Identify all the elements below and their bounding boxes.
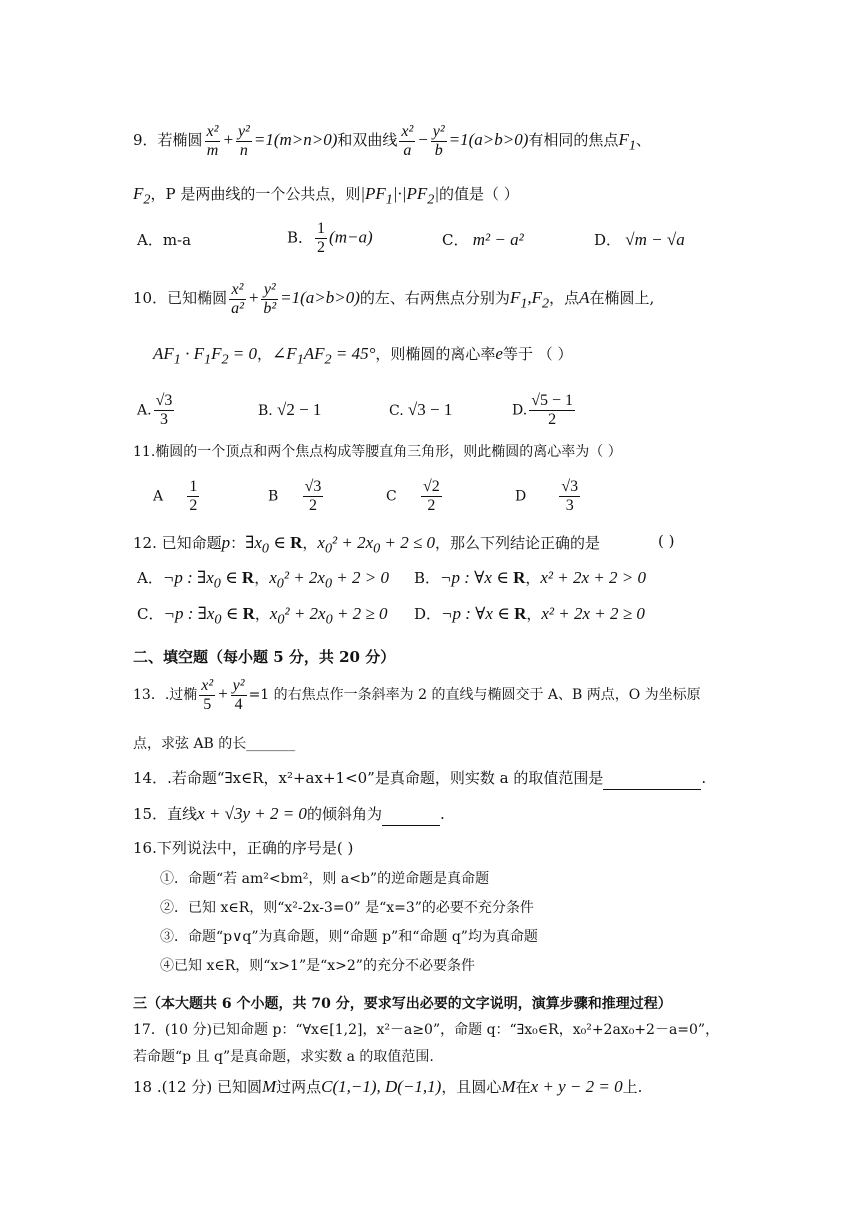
q9-text: 9．若椭圆 — [133, 131, 203, 149]
q13-line1: 13．.过椭 $\frac{\text{x²}}{5}$ + $\frac{\text{y²}}{4}$ =1 的右焦点作一条斜率为 2 的直线与椭圆交于 A、B 两点，O 为坐标原 — [133, 676, 701, 713]
q9-option-c: C． m² − a² — [442, 230, 524, 249]
q9-text: 有相同的焦点 — [528, 131, 619, 149]
q15-line: 15．直线x + √3y + 2 = 0的倾斜角为 . — [133, 803, 445, 826]
q9-text: 和双曲线 — [337, 131, 398, 149]
q9-hyper-y-frac: $\frac{\text{y²}}{b}$ — [432, 122, 445, 159]
q10-line1: 10．已知椭圆 $\frac{\text{x²}}{\text{a²}}$ + $\frac{\text{y²}}{\text{b²}}$ =1(a>b>0)的左、右两焦点分别为$F_1,F_2$，点A在椭圆上, — [133, 280, 655, 317]
q16-item-1: ①．命题“若 am²<bm²，则 a<b”的逆命题是真命题 — [160, 871, 490, 887]
q11-option-d: D $\frac{√3}{3}$ — [515, 478, 579, 514]
q12-line: 12. 已知命题p：$\exists x_0$ ∈ R，$x_0^2 + 2x_0 + 2 \le 0$，那么下列结论正确的是 — [133, 533, 601, 557]
q14-answer-blank[interactable] — [603, 767, 701, 790]
q9-text: 的值是（ ） — [439, 185, 519, 203]
q12-option-d: D．¬p : ∀x ∈ R，x² + 2x + 2 ≥ 0 — [414, 604, 645, 623]
q9-option-b: B． $\frac{1}{2}$ (m−a) — [287, 220, 373, 256]
q10-line2: $AF_1 \cdot F_1F_2 = 0$，$\angle F_1AF_2 = 45^\circ$，则椭圆的离心率e等于 （ ） — [153, 344, 573, 368]
q11-option-a: A $\frac{1}{2}$ — [153, 478, 198, 514]
q9-ellipse-x-frac: $\frac{\text{x²}}{m}$ — [206, 122, 219, 159]
q10-option-b: B. √2 − 1 — [258, 400, 322, 419]
q10-option-c: C. √3 − 1 — [389, 400, 453, 419]
section-3-heading: 三（本大题共 6 个小题，共 70 分，要求写出必要的文字说明，演算步骤和推理过程） — [133, 996, 672, 1012]
section-2-heading: 二、填空题（每小题 5 分，共 20 分） — [133, 648, 396, 666]
q9-line1: 9．若椭圆 $\frac{\text{x²}}{m}$ + $\frac{\text{y²}}{n}$ =1(m>n>0)和双曲线 $\frac{\text{x²}}{a}$ − $\frac{\text{y²}}{b}$ =1(a>b>0)有相同的焦点$F_1$、 — [133, 122, 651, 159]
q9-option-d: D． √m − √a — [594, 230, 685, 249]
q10-option-a: A. $\frac{√3}{3}$ — [137, 392, 173, 428]
q11-option-c: C $\frac{√2}{2}$ — [386, 478, 440, 514]
q9-ellipse-y-frac: $\frac{\text{y²}}{n}$ — [237, 122, 250, 159]
q9-option-a: A．m-a — [137, 231, 192, 249]
q9-text: ，P 是两曲线的一个公共点，则 — [150, 185, 361, 203]
q12-option-b: B．¬p : ∀x ∈ R，x² + 2x + 2 > 0 — [414, 568, 646, 587]
q17-line2: 若命题“p 且 q”是真命题，求实数 a 的取值范围. — [133, 1049, 434, 1065]
q9-hyper-x-frac: $\frac{\text{x²}}{a}$ — [401, 122, 414, 159]
q12-option-a: A．¬p : $\exists x_0$ ∈ R，$x_0^2 + 2x_0 + 2 > 0$ — [137, 568, 389, 592]
q13-line2: 点，求弦 AB 的长_______ — [133, 736, 296, 752]
q9-line2: $F_2$，P 是两曲线的一个公共点，则$|PF_1|\cdot|PF_2|$的值是（ ） — [133, 184, 519, 208]
q11-option-b: B $\frac{√3}{2}$ — [268, 478, 322, 514]
q16-item-2: ②．已知 x∈R，则“x²-2x-3=0” 是“x=3”的必要不充分条件 — [160, 900, 534, 916]
q14-line: 14．.若命题“∃x∈R，x²+ax+1<0”是真命题，则实数 a 的取值范围是 . — [133, 767, 706, 790]
q17-line1: 17．(10 分)已知命题 p：“∀x∈[1,2]，x²－a≥0”，命题 q：“∃x₀∈R，x₀²+2ax₀+2－a=0”， — [133, 1022, 720, 1038]
q16-item-4: ④已知 x∈R，则“x>1”是“x>2”的充分不必要条件 — [160, 958, 475, 974]
q11-line: 11.椭圆的一个顶点和两个焦点构成等腰直角三角形，则此椭圆的离心率为（ ） — [133, 444, 622, 460]
q18-line: 18 .(12 分) 已知圆M过两点C(1,−1), D(−1,1)，且圆心M在x + y − 2 = 0上. — [133, 1077, 643, 1096]
q15-answer-blank[interactable] — [382, 803, 440, 826]
q16-title: 16.下列说法中，正确的序号是( ) — [133, 839, 354, 857]
q16-item-3: ③．命题“p∨q”为真命题，则“命题 p”和“命题 q”均为真命题 — [160, 929, 538, 945]
q12-paren: ( ) — [658, 532, 675, 550]
q12-option-c: C．¬p : $\exists x_0$ ∈ R，$x_0^2 + 2x_0 + 2 \ge 0$ — [137, 604, 388, 628]
q10-option-d: D. $\frac{√5 - 1}{2}$ — [512, 392, 573, 428]
